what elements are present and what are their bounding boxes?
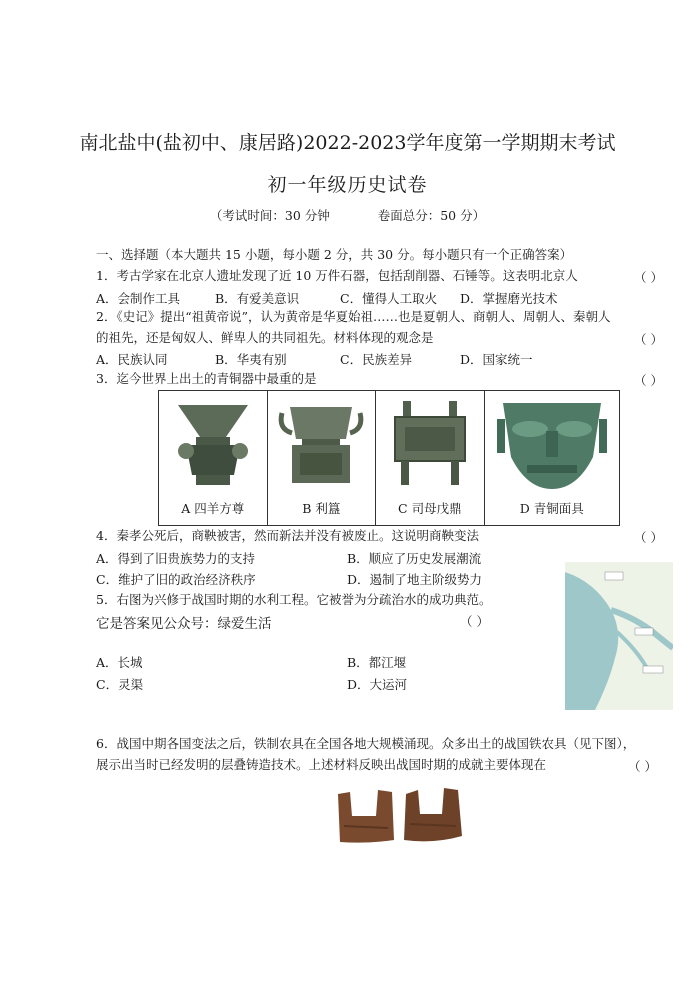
four-ram-zun-image xyxy=(168,397,258,489)
bronze-cell-a xyxy=(159,391,268,525)
simuwu-ding-image xyxy=(385,397,475,489)
q4-option-b: B．顺应了历史发展潮流 xyxy=(347,551,482,566)
q1-text: 1．考古学家在北京人遗址发现了近 10 万件石器，包括刮削器、石锤等。这表明北京人 xyxy=(96,268,578,283)
q6-text-2: 展示出当时已经发明的层叠铸造技术。上述材料反映出战国时期的成就主要体现在 xyxy=(96,757,547,772)
caption-d: D 青铜面具 xyxy=(519,501,584,516)
exam-title: 南北盐中(盐初中、康居路)2022-2023学年度第一学期期末考试 xyxy=(79,132,616,154)
section-heading: 一、选择题（本大题共 15 小题，每小题 2 分，共 30 分。每小题只有一个正确答案） xyxy=(96,247,573,262)
caption-a: A 四羊方尊 xyxy=(181,501,245,516)
q5-option-d: D．大运河 xyxy=(347,677,408,692)
q2-option-d: D．国家统一 xyxy=(460,352,533,367)
dujiangyan-map-image xyxy=(565,562,673,710)
q4-option-a: A．得到了旧贵族势力的支持 xyxy=(96,551,256,566)
exam-subtitle: 初一年级历史试卷 xyxy=(267,174,428,196)
caption-b: B 利簋 xyxy=(302,501,341,516)
caption-c: C 司母戊鼎 xyxy=(398,501,462,516)
li-gui-image xyxy=(276,397,366,489)
iron-tools-image xyxy=(334,786,466,848)
q2-option-c: C．民族差异 xyxy=(340,352,413,367)
q4-option-c: C．维护了旧的政治经济秩序 xyxy=(96,572,256,587)
q5-watermark-text: 它是答案见公众号：绿爱生活 xyxy=(96,616,272,632)
q4-answer-paren: （ ） xyxy=(634,530,663,545)
q1-option-a: A．会制作工具 xyxy=(96,291,181,306)
bronze-image-table xyxy=(158,390,620,526)
q2-text-2: 的祖先，还是匈奴人、鲜卑人的共同祖先。材料体现的观念是 xyxy=(96,330,434,345)
q5-option-b: B．都江堰 xyxy=(347,655,407,670)
q6-text-1: 6．战国中期各国变法之后，铁制农具在全国各地大规模涌现。众多出土的战国铁农具（见下图）， xyxy=(96,736,636,751)
q3-answer-paren: （ ） xyxy=(634,373,663,388)
q1-answer-paren: （ ） xyxy=(634,270,663,285)
q5-option-c: C．灵渠 xyxy=(96,677,144,692)
q2-text-1: 2．《史记》提出“祖黄帝说”，认为黄帝是华夏始祖……也是夏朝人、商朝人、周朝人、秦朝人 xyxy=(96,309,611,324)
q5-option-a: A．长城 xyxy=(96,655,143,670)
q4-option-d: D．遏制了地主阶级势力 xyxy=(347,572,483,587)
q4-text: 4．秦孝公死后，商鞅被害，然而新法并没有被废止。这说明商鞅变法 xyxy=(96,528,479,543)
q1-option-b: B．有爱美意识 xyxy=(215,291,300,306)
q2-option-b: B．华夷有别 xyxy=(215,352,287,367)
bronze-cell-c xyxy=(376,391,485,525)
exam-time: （考试时间：30 分钟 xyxy=(209,208,330,223)
total-score: 卷面总分：50 分） xyxy=(377,208,486,223)
q2-option-a: A．民族认同 xyxy=(96,352,168,367)
bronze-cell-d xyxy=(485,391,619,525)
q3-text: 3．迄今世界上出土的青铜器中最重的是 xyxy=(96,371,317,386)
q5-answer-paren: （ ） xyxy=(460,614,489,629)
q6-answer-paren: （ ） xyxy=(628,759,657,774)
bronze-cell-b xyxy=(268,391,377,525)
q2-answer-paren: （ ） xyxy=(634,332,663,347)
exam-info xyxy=(0,206,695,224)
q5-text: 5．右图为兴修于战国时期的水利工程。它被誉为分疏治水的成功典范。 xyxy=(96,592,492,607)
bronze-mask-image xyxy=(497,397,607,493)
q1-option-d: D．掌握磨光技术 xyxy=(460,291,558,306)
q1-option-c: C．懂得人工取火 xyxy=(340,291,438,306)
